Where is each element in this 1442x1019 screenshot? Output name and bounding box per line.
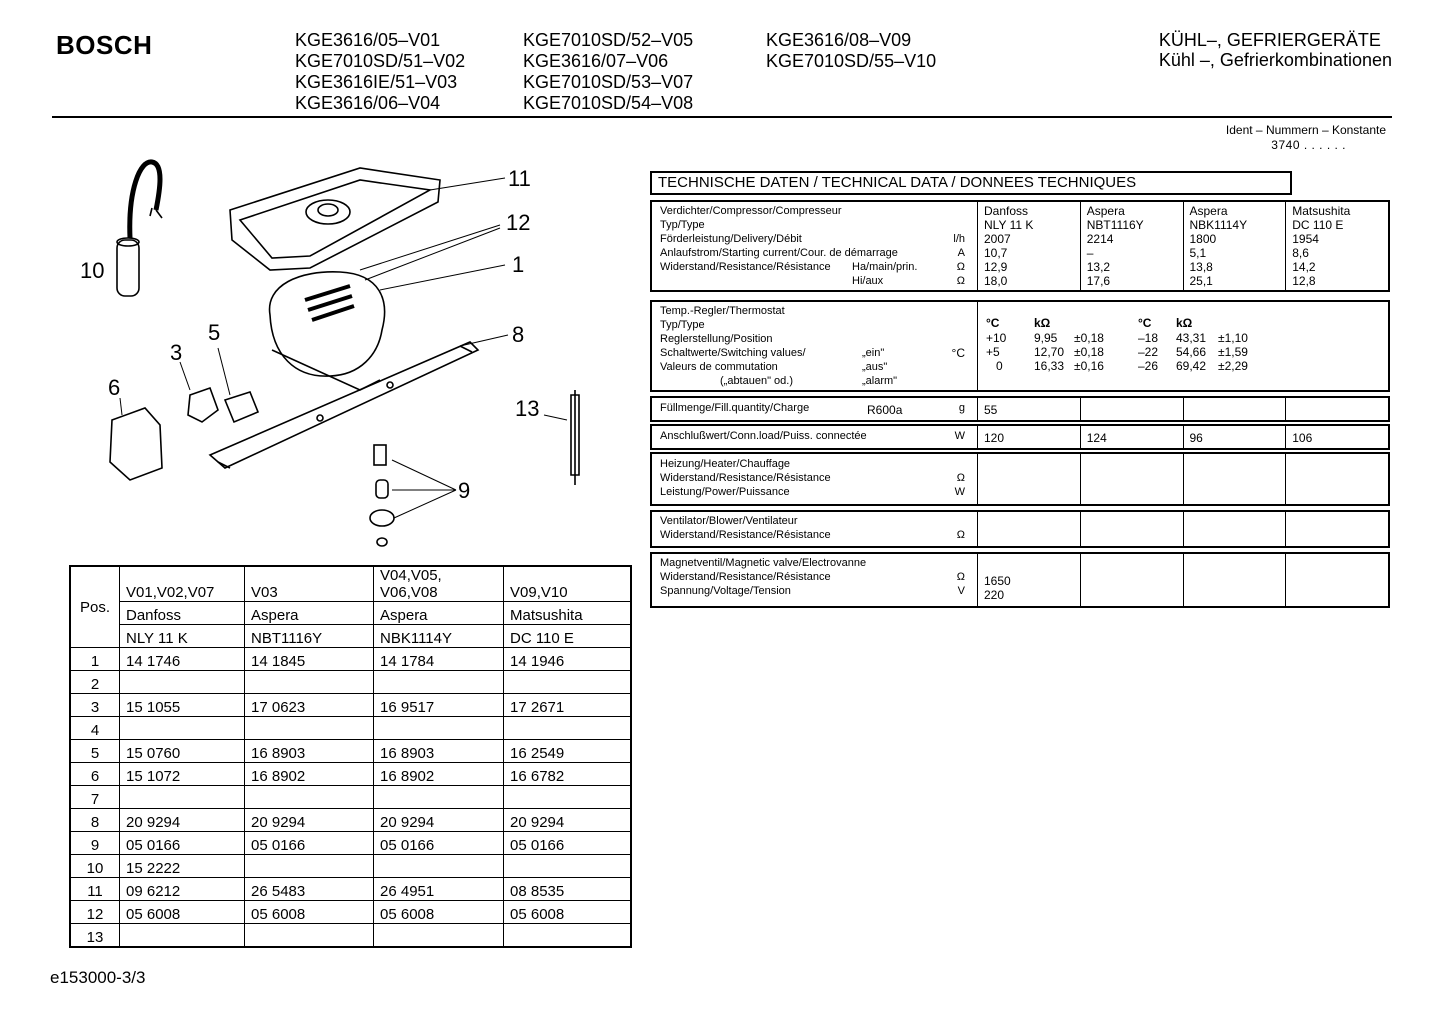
thermo-value: 0: [996, 359, 1003, 373]
value: 96: [1189, 431, 1203, 445]
value: 13,2: [1086, 260, 1111, 274]
pos-cell: 10: [70, 855, 120, 878]
thermostat-labels: [652, 302, 978, 390]
value: 2214: [1086, 232, 1114, 246]
part-number-cell: 16 9517: [374, 694, 504, 717]
type-header: DC 110 E: [504, 625, 632, 648]
value: 124: [1086, 431, 1107, 445]
label: Anlaufstrom/Starting current/Cour. de démarrage: [660, 247, 898, 259]
part-number-cell: 17 0623: [245, 694, 374, 717]
part-number-cell: 14 1746: [120, 648, 245, 671]
thermo-value: ±2,29: [1218, 359, 1248, 373]
value: Aspera: [1086, 204, 1125, 218]
callout-11: 11: [508, 166, 531, 191]
part-number-cell: [504, 855, 632, 878]
part-number-cell: 08 8535: [504, 878, 632, 901]
value: 18,0: [984, 274, 1008, 288]
model-item: KGE7010SD/54–V08: [523, 93, 694, 113]
part-number-cell: [504, 924, 632, 948]
label: Anschlußwert/Conn.load/Puiss. connectée: [660, 430, 867, 442]
model-list-1: [295, 30, 465, 114]
part-number-cell: 05 0166: [374, 832, 504, 855]
unit: V: [957, 585, 965, 597]
value: 2007: [984, 232, 1011, 246]
title-line: KÜHL–, GEFRIERGERÄTE: [1158, 30, 1381, 50]
unit: Ω: [956, 529, 965, 541]
part-number-cell: [374, 786, 504, 809]
pos-cell: 2: [70, 671, 120, 694]
thermo-value: ±0,18: [1074, 331, 1104, 345]
part-number-cell: 05 0166: [120, 832, 245, 855]
value-column: [1184, 426, 1287, 448]
part-number-cell: 05 6008: [245, 901, 374, 924]
cover-drawing: [110, 408, 162, 480]
thermo-value: ±1,10: [1218, 331, 1248, 345]
thermo-header: kΩ: [1176, 316, 1193, 330]
part-number-cell: 05 6008: [374, 901, 504, 924]
value: 1954: [1292, 232, 1319, 246]
label: Verdichter/Compressor/Compresseur: [660, 205, 842, 217]
part-number-cell: 05 0166: [245, 832, 374, 855]
pos-cell: 3: [70, 694, 120, 717]
pos-cell: 11: [70, 878, 120, 901]
model-item: KGE3616/05–V01: [295, 30, 441, 50]
thermo-value: 9,95: [1034, 331, 1058, 345]
value: 5,1: [1189, 246, 1207, 260]
drier-drawing: [571, 390, 579, 485]
part-number-cell: 20 9294: [120, 809, 245, 832]
part-number-cell: 20 9294: [504, 809, 632, 832]
value: 25,1: [1189, 274, 1213, 288]
label: Füllmenge/Fill.quantity/Charge: [660, 402, 810, 414]
table-row: [70, 786, 631, 809]
value: 1650: [984, 574, 1011, 588]
value: 17,6: [1086, 274, 1111, 288]
callout-3: 3: [170, 340, 183, 365]
state-label: „aus": [862, 361, 888, 373]
pos-header: Pos.: [70, 566, 120, 648]
value: Matsushita: [1292, 204, 1351, 218]
unit: g: [958, 402, 965, 414]
pos-cell: 6: [70, 763, 120, 786]
part-number-cell: 16 8902: [245, 763, 374, 786]
model-item: KGE3616/06–V04: [295, 93, 441, 113]
ident-block: [1226, 123, 1386, 153]
part-number-cell: [120, 924, 245, 948]
part-number-cell: 16 8902: [374, 763, 504, 786]
table-row: [70, 717, 631, 740]
table-row: [70, 763, 631, 786]
part-number-cell: 15 0760: [120, 740, 245, 763]
part-number-cell: 20 9294: [245, 809, 374, 832]
value-column: [978, 554, 1081, 606]
unit: W: [954, 430, 965, 442]
part-number-cell: 05 6008: [120, 901, 245, 924]
base-rail-drawing: [210, 342, 478, 468]
valve-labels: [652, 554, 978, 606]
maker-header: Aspera: [245, 602, 374, 625]
sub-label: Hi/aux: [852, 275, 884, 287]
model-item: KGE3616IE/51–V03: [295, 72, 458, 92]
label: Typ/Type: [660, 219, 705, 231]
connload-label-cell: [652, 426, 978, 448]
label: Leistung/Power/Puissance: [660, 486, 790, 498]
part-number-cell: [374, 855, 504, 878]
compressor-drawing: [270, 272, 385, 390]
part-number-cell: 14 1946: [504, 648, 632, 671]
maker-header: Matsushita: [504, 602, 632, 625]
title-line: Kühl –, Gefrierkombinationen: [1158, 50, 1392, 70]
charge-section: [650, 396, 1390, 422]
thermo-value: –18: [1138, 331, 1159, 345]
blower-section: [650, 510, 1390, 548]
tech-data-title: TECHNISCHE DATEN / TECHNICAL DATA / DONNEES TECHNIQUES: [650, 171, 1292, 195]
part-number-cell: [245, 855, 374, 878]
unit: l/h: [953, 233, 965, 245]
part-number-cell: [120, 717, 245, 740]
value: 55: [984, 403, 998, 417]
part-number-cell: 05 6008: [504, 901, 632, 924]
part-number-cell: [504, 786, 632, 809]
part-number-cell: [504, 671, 632, 694]
callout-9: 9: [458, 478, 471, 503]
label: Schaltwerte/Switching values/: [660, 347, 806, 359]
value-column: [1184, 202, 1287, 290]
label: Temp.-Regler/Thermostat: [660, 305, 785, 317]
parts-list-table: [69, 565, 632, 948]
table-row: [70, 694, 631, 717]
magnetic-valve-section: [650, 552, 1390, 608]
part-number-cell: [245, 786, 374, 809]
thermo-value: 43,31: [1176, 331, 1207, 345]
exploded-parts-diagram: [60, 150, 630, 555]
part-number-cell: [245, 717, 374, 740]
value: 106: [1292, 431, 1313, 445]
table-row: [70, 924, 631, 948]
model-list-2: [523, 30, 693, 114]
label: Widerstand/Resistance/Résistance: [660, 472, 831, 484]
model-item: KGE7010SD/51–V02: [295, 51, 466, 71]
callout-5: 5: [208, 320, 221, 345]
value-column: [1081, 426, 1184, 448]
label: Magnetventil/Magnetic valve/Electrovanne: [660, 557, 867, 569]
part-number-cell: 05 0166: [504, 832, 632, 855]
value: 10,7: [984, 246, 1008, 260]
pos-cell: 5: [70, 740, 120, 763]
part-number-cell: 26 5483: [245, 878, 374, 901]
value-column: [1286, 554, 1388, 606]
unit: Ω: [956, 472, 965, 484]
label: Heizung/Heater/Chauffage: [660, 458, 791, 470]
document-title: [1159, 30, 1392, 70]
part-number-cell: [245, 671, 374, 694]
state-label: „alarm": [862, 375, 898, 387]
value-column: [1184, 554, 1287, 606]
value: 14,2: [1292, 260, 1316, 274]
pos-cell: 4: [70, 717, 120, 740]
table-row: [70, 855, 631, 878]
type-header: NBK1114Y: [374, 625, 504, 648]
ident-code: 3740 . . . . . .: [1271, 138, 1346, 152]
thermo-header: °C: [1138, 316, 1152, 330]
unit: A: [957, 247, 965, 259]
label: Ventilator/Blower/Ventilateur: [660, 515, 798, 527]
value-column: [1286, 202, 1388, 290]
variant-header: V09,V10: [504, 566, 632, 602]
document-id: e153000-3/3: [50, 968, 146, 987]
callout-13: 13: [515, 396, 540, 421]
value: 12,9: [984, 260, 1008, 274]
thermo-value: 12,70: [1034, 345, 1065, 359]
variant-header: V03: [245, 566, 374, 602]
value: NBT1116Y: [1086, 218, 1144, 232]
compressor-section: [650, 200, 1390, 292]
part-number-cell: 09 6212: [120, 878, 245, 901]
part-number-cell: 15 1055: [120, 694, 245, 717]
callout-8: 8: [512, 322, 525, 347]
part-number-cell: 16 8903: [245, 740, 374, 763]
thermo-value: 69,42: [1176, 359, 1207, 373]
label: („abtauen" od.): [720, 375, 794, 387]
variant-header: V01,V02,V07: [120, 566, 245, 602]
thermo-value: +5: [986, 345, 1000, 359]
charge-label-cell: [652, 398, 978, 420]
sub-label: Ha/main/prin.: [852, 261, 918, 273]
pos-cell: 7: [70, 786, 120, 809]
part-number-cell: 16 8903: [374, 740, 504, 763]
callout-1: 1: [512, 252, 525, 277]
pos-cell: 12: [70, 901, 120, 924]
part-number-cell: 14 1845: [245, 648, 374, 671]
thermo-value: ±0,16: [1074, 359, 1104, 373]
model-item: KGE7010SD/53–V07: [523, 72, 694, 92]
thermo-value: ±0,18: [1074, 345, 1104, 359]
thermo-value: –22: [1138, 345, 1159, 359]
value-column: [1081, 398, 1184, 420]
part-number-cell: 14 1784: [374, 648, 504, 671]
label: Spannung/Voltage/Tension: [660, 585, 791, 597]
value: 8,6: [1292, 246, 1309, 260]
brand-logo: BOSCH: [56, 30, 153, 60]
model-list-3: [766, 30, 936, 72]
mount-pieces-drawing: [370, 445, 394, 546]
callout-6: 6: [108, 375, 121, 400]
thermo-value: +10: [986, 331, 1007, 345]
header-divider: [52, 116, 1392, 118]
part-number-cell: [374, 924, 504, 948]
thermo-value: 16,33: [1034, 359, 1065, 373]
table-row: [70, 832, 631, 855]
type-header: NBT1116Y: [245, 625, 374, 648]
label: Typ/Type: [660, 319, 705, 331]
value: –: [1086, 246, 1094, 260]
table-row: [70, 648, 631, 671]
value-column: [978, 202, 1081, 290]
part-number-cell: 16 2549: [504, 740, 632, 763]
part-number-cell: [120, 671, 245, 694]
part-number-cell: [120, 786, 245, 809]
value: Danfoss: [984, 204, 1029, 218]
table-row: [70, 740, 631, 763]
part-number-cell: [245, 924, 374, 948]
compressor-labels: [652, 202, 978, 290]
callout-12: 12: [506, 210, 531, 235]
thermo-value: ±1,59: [1218, 345, 1248, 359]
table-row: [70, 901, 631, 924]
value-column: [978, 398, 1081, 420]
unit: Ω: [956, 261, 965, 273]
variant-header: V04,V05, V06,V08: [374, 566, 504, 602]
type-header: NLY 11 K: [120, 625, 245, 648]
thermostat-values: [978, 302, 1388, 390]
thermostat-section: [650, 300, 1390, 392]
thermo-header: °C: [986, 316, 1000, 330]
table-row: [70, 878, 631, 901]
capacitor-drawing: [117, 162, 162, 296]
callout-10: 10: [80, 258, 105, 283]
model-item: KGE3616/07–V06: [523, 51, 669, 71]
part-number-cell: 20 9294: [374, 809, 504, 832]
label: Valeurs de commutation: [660, 361, 778, 373]
value-column: [1184, 398, 1287, 420]
part-number-cell: [374, 671, 504, 694]
value-column: [978, 426, 1081, 448]
pos-cell: 1: [70, 648, 120, 671]
thermo-value: –26: [1138, 359, 1159, 373]
model-item: KGE3616/08–V09: [766, 30, 912, 50]
value: DC 110 E: [1292, 218, 1344, 232]
relay-drawing: [188, 388, 218, 422]
value: 220: [984, 588, 1005, 602]
value: 13,8: [1189, 260, 1213, 274]
value: 1800: [1189, 232, 1217, 246]
pos-cell: 13: [70, 924, 120, 948]
value-column: [1081, 202, 1184, 290]
ident-label: Ident – Nummern – Konstante: [1225, 123, 1386, 137]
label: Widerstand/Resistance/Résistance: [660, 529, 831, 541]
value-column: [1286, 426, 1388, 448]
label: Widerstand/Resistance/Résistance: [660, 261, 831, 273]
part-number-cell: 15 1072: [120, 763, 245, 786]
pos-cell: 9: [70, 832, 120, 855]
thermo-header: kΩ: [1034, 316, 1051, 330]
heater-section: [650, 452, 1390, 506]
maker-header: Aspera: [374, 602, 504, 625]
part-number-cell: [374, 717, 504, 740]
value: NBK1114Y: [1189, 218, 1248, 232]
unit: Ω: [956, 571, 965, 583]
value: NLY 11 K: [984, 218, 1034, 232]
blower-labels: [652, 512, 978, 546]
label: Förderleistung/Delivery/Débit: [660, 233, 802, 245]
thermo-value: 54,66: [1176, 345, 1207, 359]
part-number-cell: 15 2222: [120, 855, 245, 878]
label: Reglerstellung/Position: [660, 333, 773, 345]
model-item: KGE7010SD/52–V05: [523, 30, 694, 50]
part-number-cell: 16 6782: [504, 763, 632, 786]
table-row: [70, 809, 631, 832]
value: Aspera: [1189, 204, 1228, 218]
value: 120: [984, 431, 1005, 445]
model-item: KGE7010SD/55–V10: [766, 51, 937, 71]
maker-header: Danfoss: [120, 602, 245, 625]
unit: Ω: [956, 275, 965, 287]
part-number-cell: [504, 717, 632, 740]
table-row: [70, 671, 631, 694]
unit: W: [954, 486, 965, 498]
part-number-cell: 17 2671: [504, 694, 632, 717]
unit: °C: [951, 346, 965, 360]
value-column: [1081, 554, 1184, 606]
label: Widerstand/Resistance/Résistance: [660, 571, 831, 583]
pos-cell: 8: [70, 809, 120, 832]
value-column: [1286, 398, 1388, 420]
part-number-cell: 26 4951: [374, 878, 504, 901]
clip-drawing: [225, 392, 258, 422]
connected-load-section: [650, 424, 1390, 450]
state-label: „ein": [862, 347, 885, 359]
value: 12,8: [1292, 274, 1316, 288]
refrigerant: R600a: [867, 403, 903, 417]
heater-labels: [652, 454, 978, 504]
